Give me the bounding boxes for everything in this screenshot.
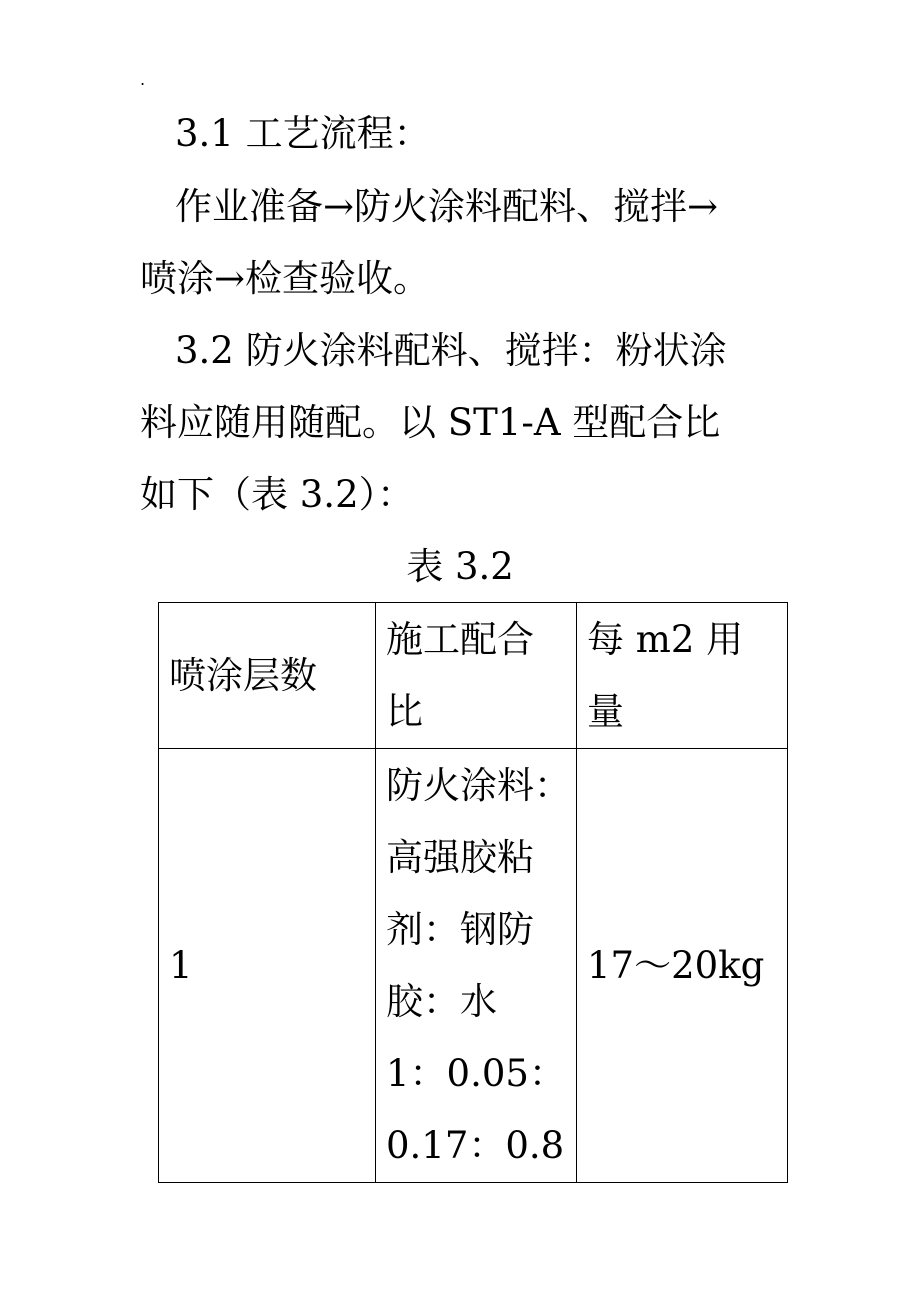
cell-layers: 1 <box>159 749 376 1183</box>
section-3-1-title: 3.1 工艺流程： <box>175 112 431 155</box>
header-mix-ratio-line-1: 施工配合 <box>386 617 534 661</box>
table-header-row <box>159 603 788 749</box>
mix-ratio-line: 防火涂料： <box>386 763 571 807</box>
cell-mix-ratio <box>376 749 577 1183</box>
header-mix-ratio <box>376 603 577 749</box>
table-row <box>159 749 788 1183</box>
mix-ratio-line: 高强胶粘 <box>386 835 534 879</box>
mix-ratio-table <box>158 602 788 1183</box>
mix-ratio-line: 0.17：0.8 <box>386 1123 565 1167</box>
header-mix-ratio-line-2: 比 <box>386 689 423 733</box>
corner-mark: . <box>140 70 146 89</box>
cell-usage: 17～20kg <box>577 749 788 1183</box>
section-3-2-line-3: 如下（表 3.2）： <box>140 473 415 516</box>
header-spray-layers: 喷涂层数 <box>159 603 376 749</box>
mix-ratio-line: 1：0.05： <box>386 1051 566 1095</box>
process-flow-line-1: 作业准备→防火涂料配料、搅拌→ <box>175 185 719 228</box>
header-usage-per-m2: 每 m2 用量 <box>577 603 788 749</box>
mix-ratio-line: 剂：钢防 <box>386 907 534 951</box>
section-3-2-line-1: 3.2 防火涂料配料、搅拌：粉状涂 <box>175 329 727 372</box>
section-3-2-line-2: 料应随用随配。以 ST1-A 型配合比 <box>140 401 721 444</box>
process-flow-line-2: 喷涂→检查验收。 <box>140 257 431 300</box>
mix-ratio-line: 胶：水 <box>386 979 497 1023</box>
table-caption: 表 3.2 <box>406 545 514 588</box>
